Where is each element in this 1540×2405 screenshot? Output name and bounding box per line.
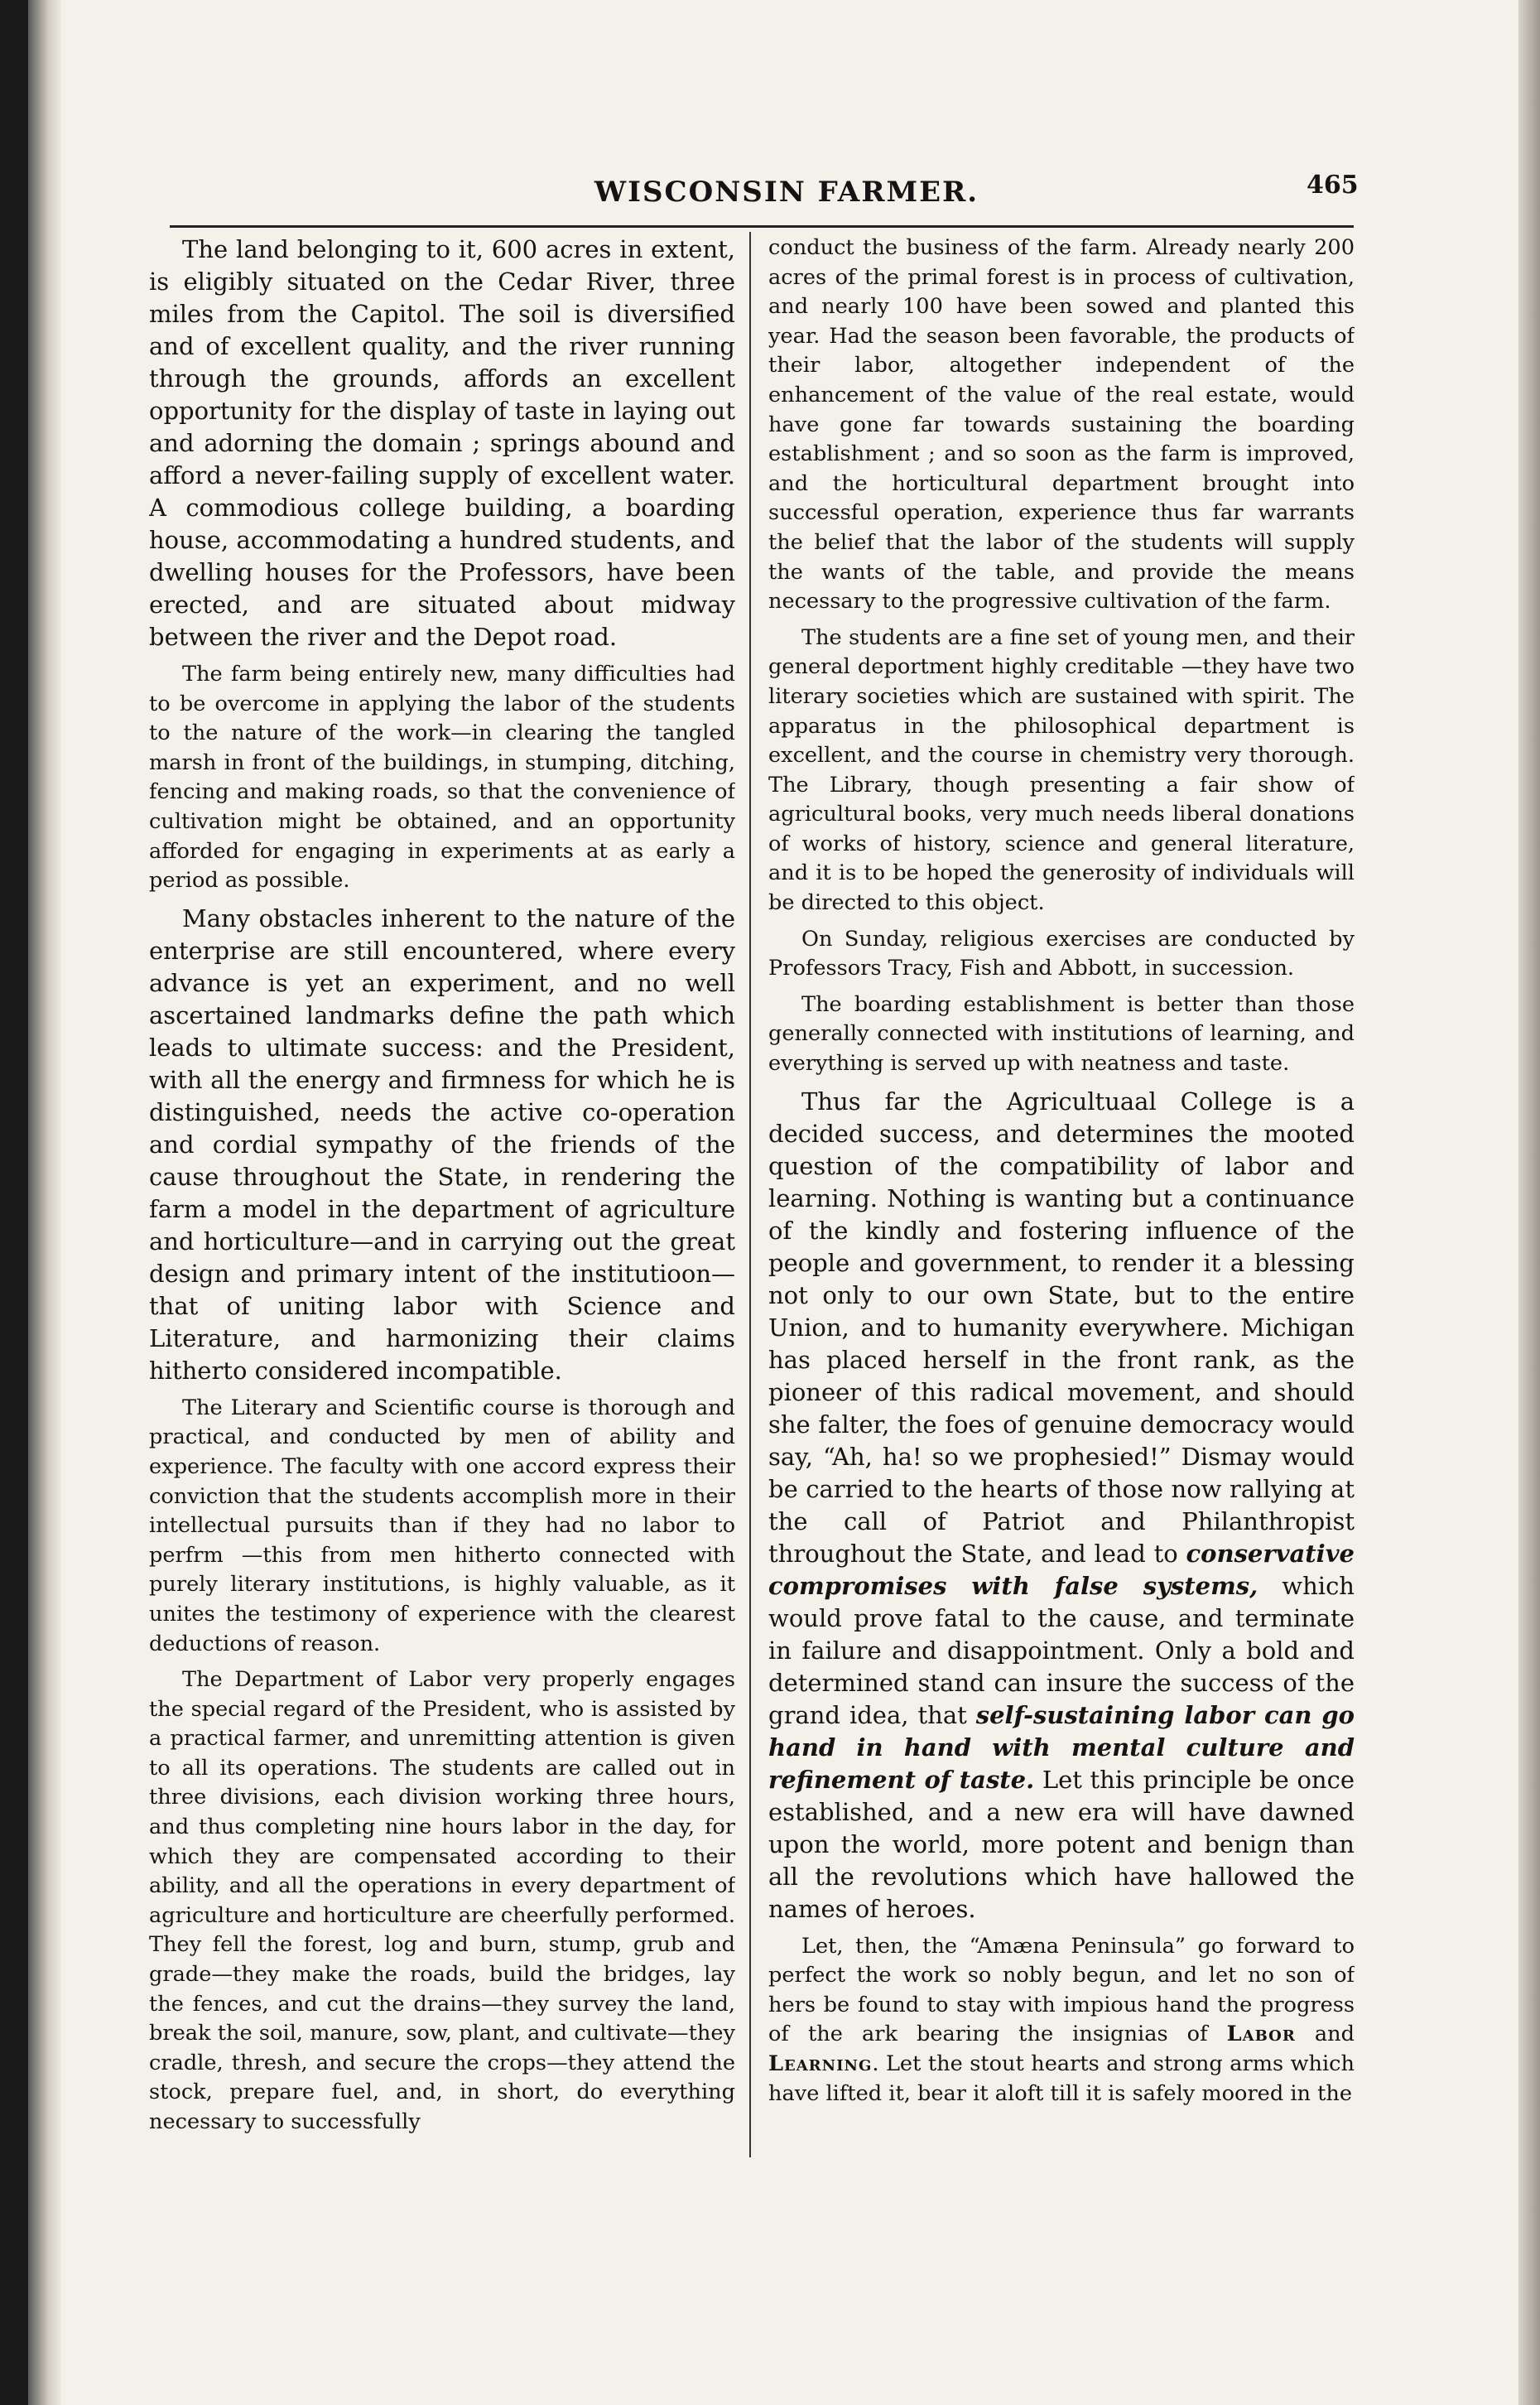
right-column bbox=[768, 234, 1355, 2165]
paragraph: The Literary and Scientific course is thorough and practical, and conducted by men of ability and experience. The faculty with one accord express their conviction that the students accomplish more in their intellectual pursuits than if they had no labor to perfrm —this from men hitherto connected with purely literary institutions, is highly valuable, as it unites the testimony of experience with the clearest deductions of reason. bbox=[149, 1395, 735, 1656]
text-run: Thus far the Agricultuaal College is a decided success, and determines the mooted question of the compatibility of labor and learning. Nothing is wanting but a continuance of the kindly and fostering influence of the people and government, to render it a blessing not only to our own State, but to the entire Union, and to humanity everywhere. Michigan has placed herself in the front rank, as the pioneer of this radical movement, and should she falter, the foes of genuine democracy would say, “Ah, ha! so we prophesied!” Dismay would be carried to the hearts of those now rallying at the call of Patriot and Philanthropist throughout the State, and lead to bbox=[768, 1087, 1355, 1568]
text-run: Let this principle be once established, and a new era will have dawned upon the world, more potent and benign than all the revolutions which have hallowed the names of heroes. bbox=[768, 1765, 1355, 1923]
paragraph bbox=[768, 1932, 1355, 2109]
running-title: WISCONSIN FARMER. bbox=[594, 176, 979, 209]
left-column bbox=[149, 234, 735, 2165]
paragraph: The boarding establishment is better than those generally connected with institutions of learning, and everything is served up with neatness and taste. bbox=[768, 991, 1355, 1077]
page-inner-margin bbox=[28, 0, 61, 2405]
small-caps-word: Learning bbox=[768, 2051, 873, 2076]
paragraph: The land belonging to it, 600 acres in extent, is eligibly situated on the Cedar River, three miles from the Capitol. The soil is diversified and of excellent quality, and the river running through the grounds, affords an excellent opportunity for the display of taste in laying out and adorning the domain ; springs abound and afford a never-failing supply of excellent water. A commodious college building, a boarding house, accommodating a hundred students, and dwelling houses for the Professors, have been erected, and are situated about midway between the river and the Depot road. bbox=[149, 235, 735, 651]
page-number: 465 bbox=[1307, 171, 1359, 200]
text-run: which would prove fatal to the cause, and terminate in failure and disappointment. Only a bold and determined stand can insure the success of the grand idea, that bbox=[768, 1571, 1355, 1729]
binding-gutter bbox=[0, 0, 28, 2405]
paragraph bbox=[768, 1086, 1355, 1925]
page-outer-edge bbox=[1518, 0, 1540, 2405]
text-run: and bbox=[1295, 2022, 1355, 2047]
paragraph: The farm being entirely new, many difficulties had to be overcome in applying the labor of the students to the nature of the work—in clearing the tangled marsh in front of the buildings, in stumping, ditching, fencing and making roads, so that the convenience of cultivation might be obtained, and an opportunity afforded for engaging in experiments at as early a period as possible. bbox=[149, 662, 735, 894]
text-run: Let, then, the “Amæna Peninsula” go forward to perfect the work so nobly begun, and let no son of hers be found to stay with impious hand the progress of the ark bearing the insignias of bbox=[768, 1933, 1355, 2047]
paragraph: The students are a fine set of young men, and their general deportment highly creditable —they have two literary societies which are sustained with spirit. The apparatus in the philosophical department is excellent, and the course in chemistry very thorough. The Library, though presenting a fair show of agricultural books, very much needs liberal donations of works of history, science and general literature, and it is to be hoped the generosity of individuals will be directed to this object. bbox=[768, 624, 1355, 916]
header-rule bbox=[170, 225, 1354, 228]
italic-phrase: self-sustaining labor can go hand in hand with mental culture and refinement of taste. bbox=[768, 1700, 1355, 1794]
small-caps-word: Labor bbox=[1226, 2022, 1296, 2047]
italic-phrase: conservative compromises with false systems, bbox=[768, 1539, 1355, 1600]
text-run: . Let the stout hearts and strong arms which have lifted it, bear it aloft till it is safely moored in the bbox=[768, 2051, 1355, 2106]
paragraph: The Department of Labor very properly engages the special regard of the President, who is assisted by a practical farmer, and unremitting attention is given to all its operations. The students are called out in three divisions, each division working three hours, and thus completing nine hours labor in the day, for which they are compensated according to their ability, and all the operations in every department of agriculture and horticulture are cheerfully performed. They fell the forest, log and burn, stump, grub and grade—they make the roads, build the bridges, lay the fences, and cut the drains—they survey the land, break the soil, manure, sow, plant, and cultivate—they cradle, thresh, and secure the crops—they attend the stock, prepare fuel, and, in short, do everything necessary to successfully bbox=[149, 1667, 735, 2134]
paragraph: Many obstacles inherent to the nature of the enterprise are still encountered, where every advance is yet an experiment, and no well ascertained landmarks define the path which leads to ultimate success: and the President, with all the energy and firmness for which he is distinguished, needs the active co-operation and cordial sympathy of the friends of the cause throughout the State, in rendering the farm a model in the department of agriculture and horticulture—and in carrying out the great design and primary intent of the institutioon—that of uniting labor with Science and Literature, and harmonizing their claims hitherto considered incompatible. bbox=[149, 904, 735, 1385]
column-divider bbox=[749, 232, 751, 2157]
paragraph: On Sunday, religious exercises are conducted by Professors Tracy, Fish and Abbott, in succession. bbox=[768, 926, 1355, 981]
paragraph: conduct the business of the farm. Already nearly 200 acres of the primal forest is in process of cultivation, and nearly 100 have been sowed and planted this year. Had the season been favorable, the products of their labor, altogether independent of the enhancement of the value of the real estate, would have gone far towards sustaining the boarding establishment ; and so soon as the farm is improved, and the horticultural department brought into successful operation, experience thus far warrants the belief that the labor of the students will supply the wants of the table, and provide the means necessary to the progressive cultivation of the farm. bbox=[768, 235, 1355, 615]
